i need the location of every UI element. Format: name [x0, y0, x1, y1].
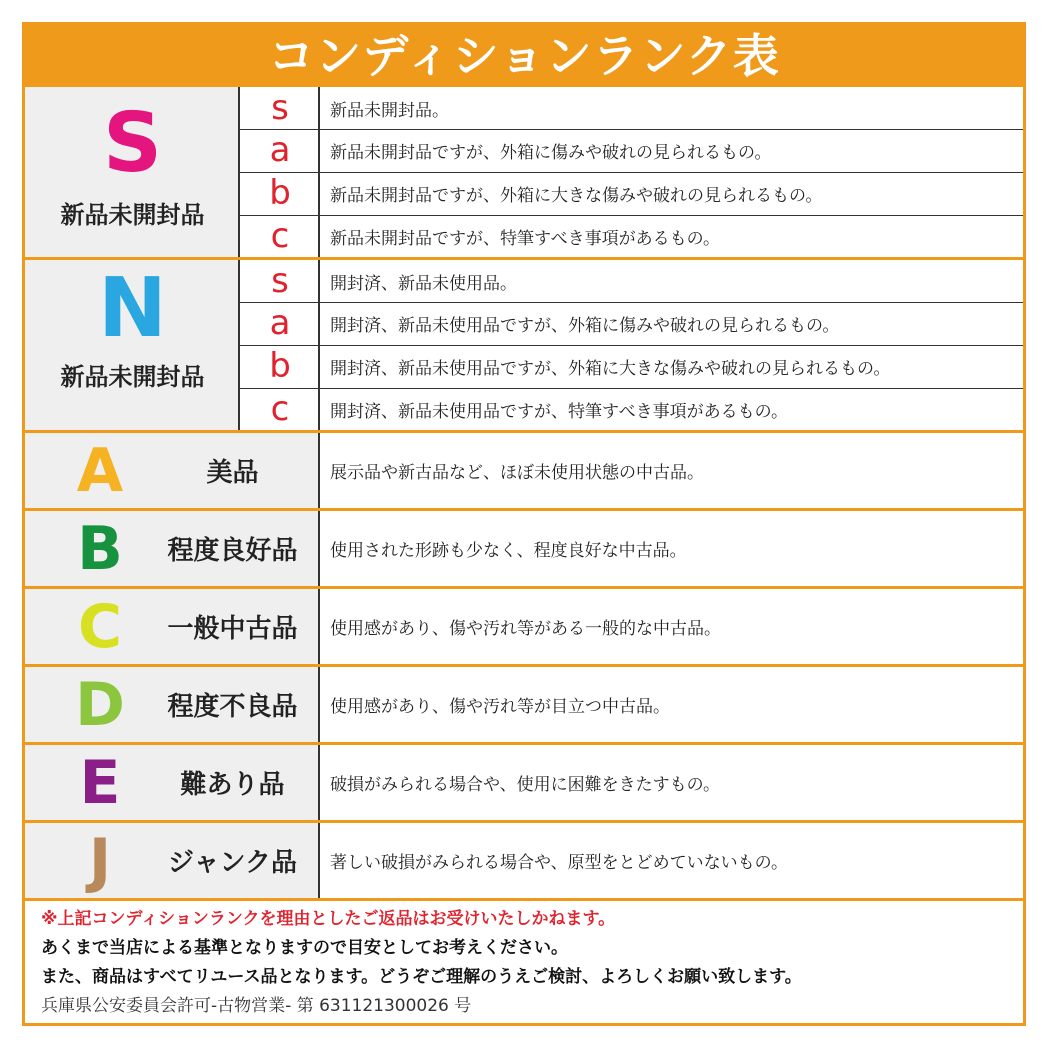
row-divider — [240, 388, 1023, 389]
rank-n-desc-a: 開封済、新品未使用品ですが、外箱に傷みや破れの見られるもの。 — [330, 316, 840, 336]
rank-s-desc-c: 新品未開封品ですが、特筆すべき事項があるもの。 — [330, 228, 720, 249]
rank-n-desc-c: 開封済、新品未使用品ですが、特筆すべき事項があるもの。 — [330, 401, 788, 422]
rank-n-label: 新品未開封品 — [60, 363, 205, 391]
rank-section-s — [25, 87, 1023, 260]
row-divider — [240, 172, 1023, 173]
rank-a-desc: 展示品や新古品など、ほぼ未使用状態の中古品。 — [330, 463, 704, 483]
rank-e-panel — [25, 745, 320, 820]
rank-d-panel — [25, 667, 320, 742]
rank-s-panel — [25, 87, 240, 257]
rank-e-desc: 破損がみられる場合や、使用に困難をきたすもの。 — [330, 775, 720, 795]
note-guideline: あくまで当店による基準となりますので目安としてお考えください。 — [41, 938, 568, 958]
row-divider — [240, 129, 1023, 130]
sub-rank-s: s — [271, 88, 289, 128]
rank-c-desc: 使用感があり、傷や汚れ等がある一般的な中古品。 — [330, 619, 721, 639]
rank-s-desc-b: 新品未開封品ですが、外箱に大きな傷みや破れの見られるもの。 — [330, 186, 823, 206]
rank-e-label: 難あり品 — [180, 770, 285, 800]
sub-rank-a: a — [269, 303, 291, 343]
rank-n-panel — [25, 260, 240, 430]
rank-d-label: 程度不良品 — [167, 692, 298, 722]
rank-n-desc-b: 開封済、新品未使用品ですが、外箱に大きな傷みや破れの見られるもの。 — [330, 359, 891, 379]
rank-d-letter: D — [75, 669, 125, 740]
sub-rank-b: b — [269, 173, 291, 213]
row-divider — [240, 345, 1023, 346]
rank-n-letter: N — [98, 261, 167, 356]
rank-c-label: 一般中古品 — [167, 614, 298, 644]
rank-a-label: 美品 — [206, 458, 259, 488]
rank-c-panel — [25, 589, 320, 664]
rank-row-a — [25, 433, 1023, 511]
rank-j-letter: J — [88, 825, 112, 896]
rank-c-letter: C — [77, 591, 123, 662]
rank-s-letter: S — [102, 96, 163, 191]
rank-s-desc-a: 新品未開封品ですが、外箱に傷みや破れの見られるもの。 — [330, 143, 772, 163]
notes-section — [25, 901, 1023, 1023]
table-title: コンディションランク表 — [25, 25, 1023, 87]
row-divider — [240, 302, 1023, 303]
rank-j-label: ジャンク品 — [168, 848, 297, 878]
rank-j-panel — [25, 823, 320, 898]
rank-row-d — [25, 667, 1023, 745]
rank-row-e — [25, 745, 1023, 823]
rank-b-label: 程度良好品 — [167, 536, 298, 566]
rank-s-label: 新品未開封品 — [60, 201, 205, 229]
return-warning: ※上記コンディションランクを理由としたご返品はお受けいたしかねます。 — [41, 909, 616, 929]
rank-row-c — [25, 589, 1023, 667]
sub-rank-s: s — [271, 261, 289, 301]
rank-s-desc-s: 新品未開封品。 — [330, 100, 449, 121]
rank-b-desc: 使用された形跡も少なく、程度良好な中古品。 — [330, 541, 687, 561]
row-divider — [240, 215, 1023, 216]
rank-n-desc-s: 開封済、新品未使用品。 — [330, 273, 517, 294]
sub-rank-b: b — [269, 346, 291, 386]
license-number: 兵庫県公安委員会許可-古物営業- 第 631121300026 号 — [41, 996, 472, 1016]
rank-a-letter: A — [76, 435, 124, 506]
note-reuse: また、商品はすべてリユース品となります。どうぞご理解のうえご検討、よろしくお願い致します。 — [41, 967, 802, 987]
rank-b-panel — [25, 511, 320, 586]
rank-row-j — [25, 823, 1023, 901]
rank-j-desc: 著しい破損がみられる場合や、原型をとどめていないもの。 — [330, 853, 788, 873]
rank-d-desc: 使用感があり、傷や汚れ等が目立つ中古品。 — [330, 697, 670, 717]
sub-rank-c: c — [270, 216, 290, 256]
rank-row-b — [25, 511, 1023, 589]
rank-b-letter: B — [77, 513, 123, 584]
sub-rank-a: a — [269, 130, 291, 170]
sub-rank-c: c — [270, 389, 290, 429]
rank-a-panel — [25, 433, 320, 508]
condition-table — [22, 22, 1026, 1026]
rank-e-letter: E — [79, 747, 121, 818]
rank-section-n — [25, 260, 1023, 433]
